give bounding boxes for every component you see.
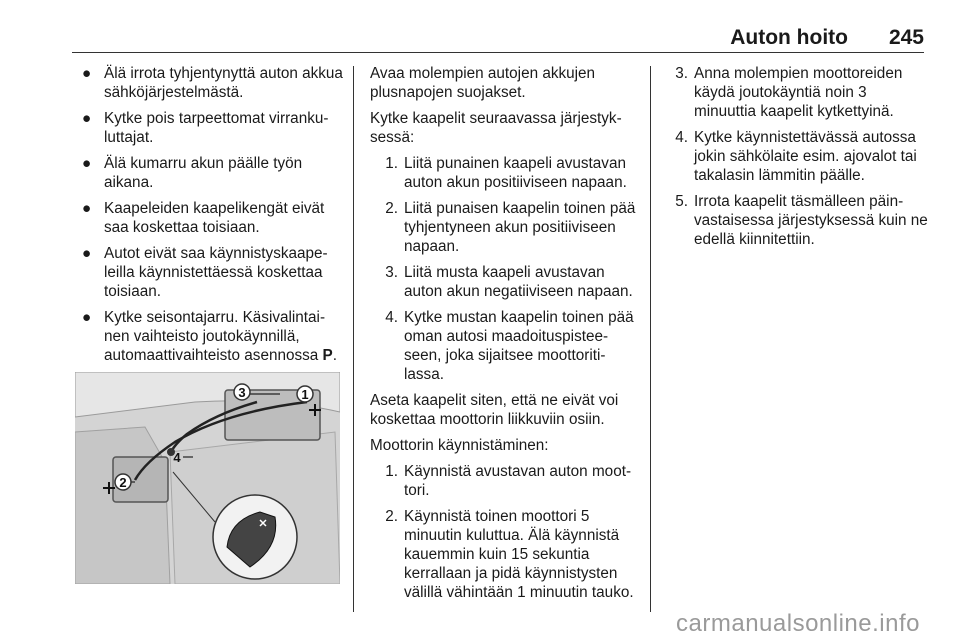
watermark-text: carmanualsonline.info <box>676 610 920 637</box>
watermark <box>0 606 960 642</box>
list-item: ● Älä kumarru akun päälle työn aikana. <box>82 155 303 191</box>
finish-steps <box>668 64 930 249</box>
list-item: 1. Liitä punainen kaapeli avustavan auton akun positiiviseen napaan. <box>385 155 627 191</box>
list-item: 1. Käynnistä avustavan auton moot-tori. <box>385 463 632 499</box>
header-rule <box>72 52 924 53</box>
bullet-icon: ● <box>82 110 92 127</box>
column-1 <box>78 64 346 372</box>
bullet-icon: ● <box>82 200 92 217</box>
engine-bay-drawing <box>75 372 340 584</box>
bullet-icon: ● <box>82 245 92 262</box>
list-item: ● Kytke pois tarpeettomat virranku-luttajat. <box>82 110 329 146</box>
figure-label-4: 4 <box>173 450 181 465</box>
list-item: ● Kytke seisontajarru. Käsivalintai-nen vaihteisto joutokäynnillä, automaattivaihteisto asennossa P. <box>82 309 337 364</box>
precaution-list <box>78 64 346 365</box>
page-header <box>0 0 960 60</box>
bullet-icon: ● <box>82 155 92 172</box>
bullet-icon: ● <box>82 65 92 82</box>
page-number: 245 <box>888 26 924 49</box>
list-item: 4. Kytke mustan kaapelin toinen pää oman autosi maadoituspistee-seen, joka sijaitsee moottoriti-lassa. <box>385 309 634 383</box>
start-heading: Moottorin käynnistäminen: <box>370 437 549 454</box>
list-item: ● Älä irrota tyhjentynyttä auton akkua sähköjärjestelmästä. <box>82 65 343 101</box>
figure-label-2: 2 <box>119 475 127 490</box>
column-2 <box>370 64 636 609</box>
list-item: ● Kaapeleiden kaapelikengät eivät saa koskettaa toisiaan. <box>82 200 325 236</box>
connect-steps <box>370 154 636 384</box>
section-title: Auton hoito <box>730 26 848 49</box>
intro-text: Avaa molempien autojen akkujen plusnapojen suojakset. <box>370 65 596 101</box>
column-divider <box>650 66 651 612</box>
jump-start-illustration <box>75 372 340 584</box>
column-3 <box>668 64 930 256</box>
list-item: 2. Käynnistä toinen moottori 5 minuutin kuluttua. Älä käynnistä kauemmin kuin 15 sekuntia kerrallaan ja pidä käynnistysten välillä vähintään 1 minuutin tauko. <box>385 508 634 601</box>
order-text: Kytke kaapelit seuraavassa järjestyk-sessä: <box>370 110 622 146</box>
bullet-icon: ● <box>82 309 92 326</box>
figure-label-3: 3 <box>238 385 246 400</box>
list-item: 2. Liitä punaisen kaapelin toinen pää tyhjentyneen akun positiiviseen napaan. <box>385 200 636 255</box>
list-item: 5. Irrota kaapelit täsmälleen päin-vastaisessa järjestyksessä kuin ne edellä kiinnitettiin. <box>675 193 928 248</box>
start-steps <box>370 462 636 602</box>
note-text: Aseta kaapelit siten, että ne eivät voi koskettaa moottorin liikkuviin osiin. <box>370 392 619 428</box>
list-item: ● Autot eivät saa käynnistyskaape-leilla käynnistettäessä koskettaa toisiaan. <box>82 245 328 300</box>
figure-label-1: 1 <box>301 387 309 402</box>
list-item: 4. Kytke käynnistettävässä autossa jokin sähkölaite esim. ajovalot tai takalasin lämmitin päälle. <box>675 129 917 184</box>
column-divider <box>353 66 354 612</box>
list-item: 3. Liitä musta kaapeli avustavan auton akun negatiiviseen napaan. <box>385 264 633 300</box>
list-item: 3. Anna molempien moottoreiden käydä joutokäyntiä noin 3 minuuttia kaapelit kytkettyinä. <box>675 65 903 120</box>
